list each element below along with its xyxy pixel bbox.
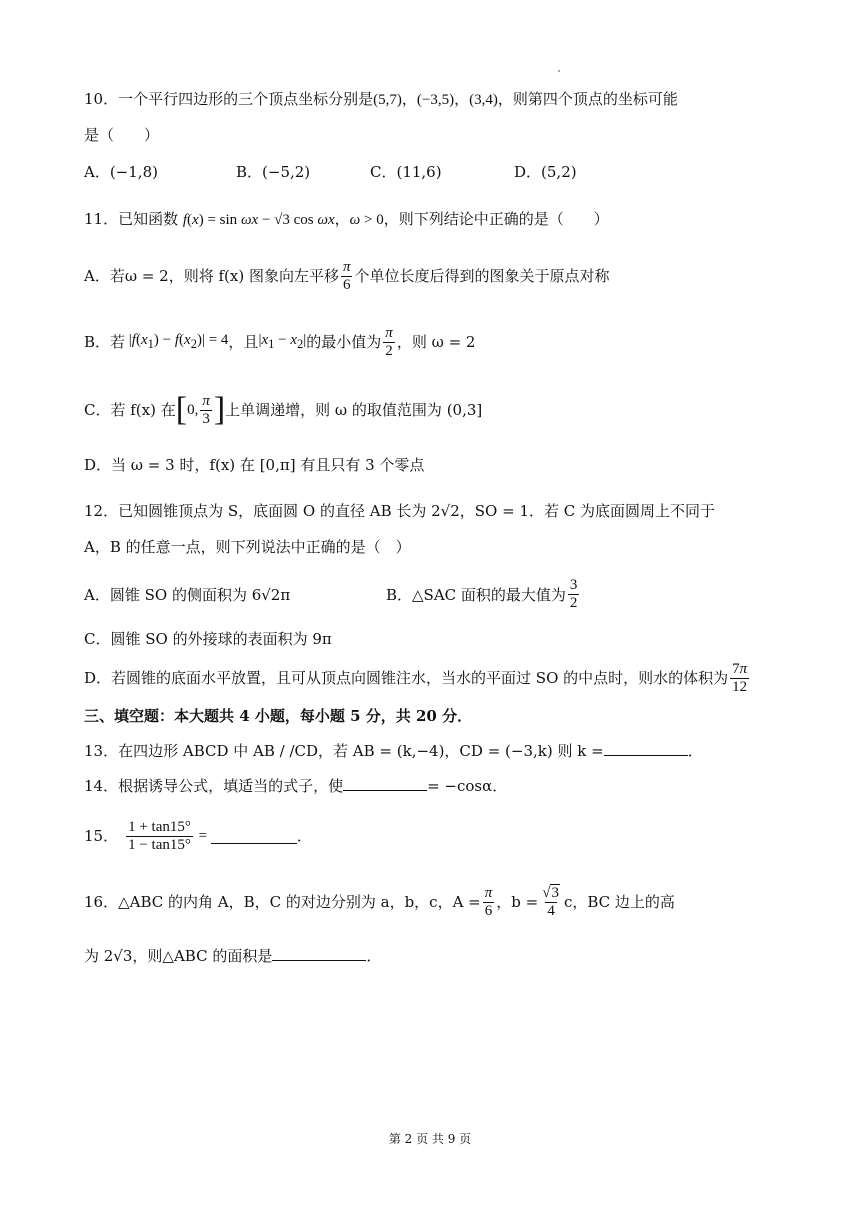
q11-a-text: A．若ω = 2，则将 f(x) 图象向左平移 (84, 267, 339, 285)
q15-fraction (126, 819, 193, 854)
q14-tail: = −cosα． (427, 777, 508, 795)
stray-dot (558, 70, 560, 72)
q12-option-b[interactable] (386, 572, 581, 616)
q15: 15． $\frac{1 + \tan 15^\circ}{1 - \tan 15^\circ}$ = ． (84, 818, 312, 853)
q10-point2: (−3,5) (416, 92, 455, 108)
q11-a-fraction: $\frac{\pi}{6}$ (342, 258, 351, 293)
q12-option-c[interactable]: C．圆锥 SO 的外接球的表面积为 9π (84, 630, 332, 648)
q10-option-a[interactable]: A．(−1,8) (84, 163, 158, 181)
q11-function: f (182, 212, 188, 228)
q11-stem-tail: ，则下列结论中正确的是（ ） (383, 210, 609, 228)
q10-text: 10．一个平行四边形的三个顶点坐标分别是 (84, 90, 374, 108)
q11-b-mid2: 的最小值为 (306, 333, 382, 351)
q12-option-a[interactable]: A．圆锥 SO 的侧面积为 6√2π (84, 586, 291, 604)
q10-line2: 是（ ） (84, 126, 160, 144)
q11-option-a[interactable] (84, 256, 820, 296)
section-heading: 三、填空题：本大题共 4 小题，每小题 5 分，共 20 分． (84, 707, 473, 725)
q11-b-mid: ，且 (228, 333, 259, 351)
q11-stem-text: 11．已知函数 (84, 210, 179, 228)
q12-d-text: D．若圆锥的底面水平放置，且可从顶点向圆锥注水，当水的平面过 SO 的中点时，则水的体积为 (84, 669, 729, 687)
q11-option-b[interactable] (84, 322, 820, 362)
q15-numerator: 1 + tan15° (128, 818, 191, 835)
q10-line1: 10．一个平行四边形的三个顶点坐标分别是(5,7)，(−3,5)，(3,4)，则第四个顶点的坐标可能 (84, 90, 678, 108)
page-footer: 第 2 页 共 9 页 (388, 1132, 472, 1146)
q13-text: 13．在四边形 ABCD 中 AB / /CD，若 AB = (k,−4)，CD = (−3,k) 则 k = (84, 742, 604, 760)
q15-label: 15． (84, 827, 119, 845)
q11-option-d[interactable]: D．当 ω = 3 时，f(x) 在 [0,π] 有且只有 3 个零点 (84, 456, 425, 474)
q13-answer-blank[interactable] (604, 741, 688, 756)
q10-point1: (5,7) (373, 92, 402, 108)
q12-b-fraction: $\frac{3}{2}$ (569, 576, 578, 611)
q10-option-d[interactable]: D．(5,2) (514, 163, 577, 181)
q15-denominator: 1 − tan15° (128, 836, 191, 853)
q16-line2-text: 为 2√3，则△ABC 的面积是 (84, 947, 273, 965)
q11-b-expr: $|f(x_1) - f(x_2)| = 4$ (125, 332, 229, 351)
q15-answer-blank[interactable] (211, 829, 297, 844)
q11-b-text: B．若 (84, 333, 126, 351)
q12-b-text: B．△SAC 面积的最大值为 (386, 585, 566, 604)
q16-line2: 为 2√3，则△ABC 的面积是 ． (84, 947, 382, 965)
q13: 13．在四边形 ABCD 中 AB / /CD，若 AB = (k,−4)，CD = (−3,k) 则 k = ． (84, 742, 703, 760)
q11-b-fraction: $\frac{\pi}{2}$ (385, 324, 393, 359)
q11-option-c[interactable]: C．若 f(x) 在 [ 0, $\frac{\pi}{3}$ ] 上单调递增，则 ω 的取值范围为 (0,3] (84, 391, 483, 428)
q14 (84, 775, 820, 797)
q11-a-tail: 个单位长度后得到的图象关于原点对称 (354, 267, 610, 285)
q11-b-abs: $|x_1 - x_2|$ (258, 332, 307, 351)
q14-text: 14．根据诱导公式，填适当的式子，使 (84, 777, 344, 795)
q16-fraction-b: $\frac{√3}{4}$ (542, 884, 559, 919)
q11-stem: 11．已知函数 f(x) = sin ωx − √3 cos ωx，ω > 0，则下列结论中正确的是（ ） (84, 210, 609, 228)
q11-c-tail: 上单调递增，则 ω 的取值范围为 (0,3] (225, 401, 483, 419)
q10-tail: ，则第四个顶点的坐标可能 (497, 90, 678, 108)
q10-option-c[interactable]: C．(11,6) (370, 163, 442, 181)
q12-line2: A，B 的任意一点，则下列说法中正确的是（ ） (84, 538, 411, 556)
q12-d-fraction: $\frac{7\pi}{12}$ (732, 660, 748, 695)
q16-mid: ，b = (496, 893, 539, 911)
q16-fraction-a: $\frac{\pi}{6}$ (484, 884, 493, 919)
q11-c-fraction: $\frac{\pi}{3}$ (202, 392, 210, 427)
q10-option-b[interactable]: B．(−5,2) (236, 163, 311, 181)
q14-answer-blank[interactable] (343, 776, 427, 791)
q12-option-d[interactable] (84, 656, 820, 700)
q16-text: 16．△ABC 的内角 A，B，C 的对边分别为 a，b，c，A = (84, 893, 481, 911)
q16-line1 (84, 880, 820, 924)
q11-b-tail: ，则 ω = 2 (396, 333, 476, 351)
q12-line1: 12．已知圆锥顶点为 S，底面圆 O 的直径 AB 长为 2√2，SO = 1．若 C 为底面圆周上不同于 (84, 502, 716, 520)
q10-point3: (3,4) (469, 92, 498, 108)
q16-tail: c，BC 边上的高 (563, 893, 675, 911)
q11-c-text: C．若 f(x) 在 (84, 401, 176, 419)
q16-answer-blank[interactable] (272, 946, 366, 961)
